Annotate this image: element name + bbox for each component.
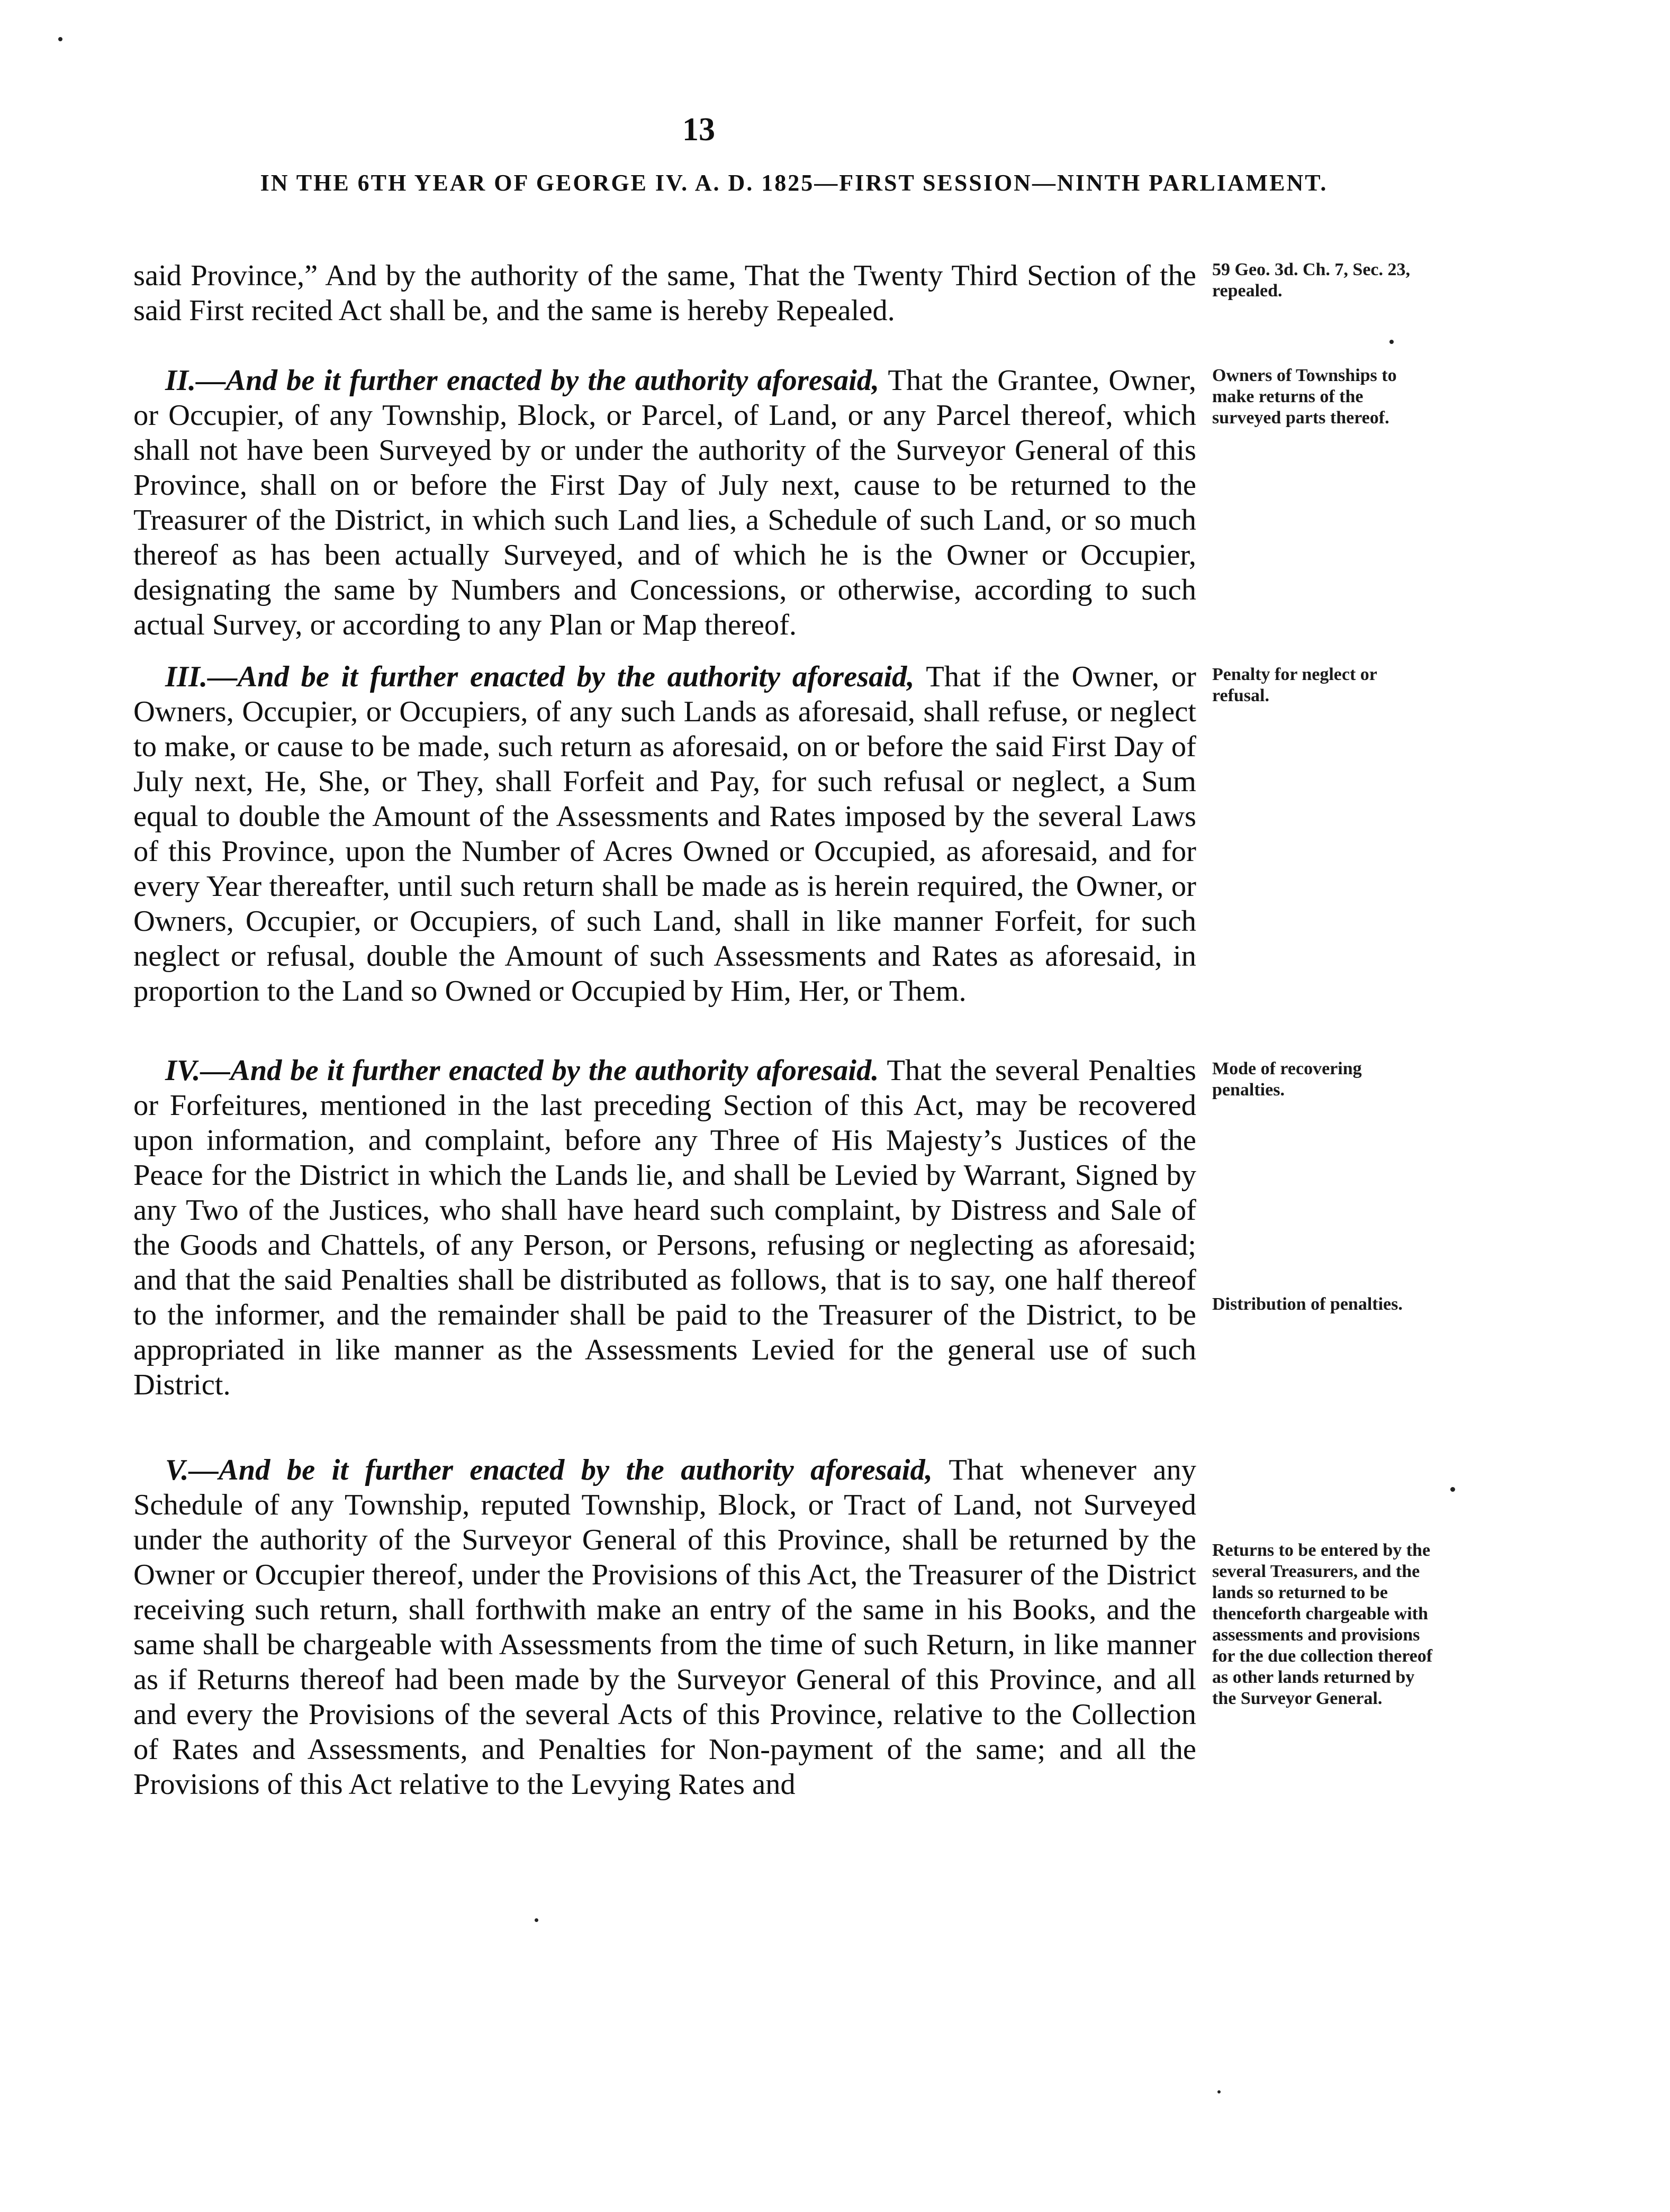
print-speck bbox=[1389, 340, 1394, 344]
print-speck bbox=[1450, 1487, 1455, 1492]
marginal-note-distribution: Distribution of penalties. bbox=[1212, 1294, 1403, 1314]
marginal-note-recovery: Mode of recovering penalties. bbox=[1212, 1059, 1362, 1100]
section-lead: III.—And be it further enacted by the authority aforesaid, bbox=[165, 660, 915, 693]
paragraph-section-3 bbox=[133, 659, 1196, 1009]
paragraph-text: said Province,” And by the authority of the same, That the Twenty Third Section of the said First recited Act shall be, and the same is hereby Repealed. bbox=[133, 259, 1196, 327]
section-lead: IV.—And be it further enacted by the authority aforesaid. bbox=[165, 1054, 879, 1087]
paragraph-section-5 bbox=[133, 1453, 1196, 1802]
paragraph-text: That if the Owner, or Owners, Occupier, or Occupiers, of any such Lands as aforesaid, shall refuse, or neglect to make, or cause to be made, such return as aforesaid, on or before the said First Day of July next, He, She, or They, shall Forfeit and Pay, for such refusal or neglect, a Sum equal to double the Amount of the Assessments and Rates imposed by the several Laws of this Province, upon the Number of Acres Owned or Occupied, as aforesaid, and for every Year thereafter, until such return shall be made as is herein required, the Owner, or Owners, Occupier, or Occupiers, of such Land, shall in like manner Forfeit, for such neglect or refusal, double the Amount of such Assessments and Rates as aforesaid, in proportion to the Land so Owned or Occupied by Him, Her, or Them. bbox=[133, 660, 1196, 1008]
marginal-note-penalty: Penalty for neglect or refusal. bbox=[1212, 665, 1377, 705]
paragraph-text: That the several Penalties or Forfeitures, mentioned in the last preceding Section of this Act, may be recovered upon information, and complaint, before any Three of His Majesty’s Justices of the Peace for the District in which the Lands lie, and shall be Levied by Warrant, Signed by any Two of the Justices, who shall have heard such complaint, by Distress and Sale of the Goods and Chattels, of any Person, or Persons, refusing or neglecting as aforesaid; and that the said Penalties shall be distributed as follows, that is to say, one half thereof to the informer, and the remainder shall be paid to the Treasurer of the District, to be appropriated in like manner as the Assessments Levied for the general use of such District. bbox=[133, 1054, 1197, 1401]
section-4 bbox=[133, 1053, 1196, 1402]
section-3 bbox=[133, 659, 1196, 1009]
print-speck bbox=[1217, 2090, 1221, 2093]
print-speck bbox=[58, 37, 62, 41]
marginal-note-entry: Returns to be entered by the several Treasurers, and the lands so returned to be thenceforth chargeable with assessments and provisions for the due collection thereof as other lands returned by the Surveyor General. bbox=[1212, 1540, 1433, 1708]
section-lead: V.—And be it further enacted by the authority aforesaid, bbox=[165, 1454, 933, 1486]
section-lead: II.—And be it further enacted by the authority aforesaid, bbox=[165, 364, 880, 397]
paragraph-text: That whenever any Schedule of any Township, reputed Township, Block, or Tract of Land, not Surveyed under the authority of the Surveyor General of this Province, shall be returned by the Owner or Occupier thereof, under the Provisions of this Act, the Treasurer of the District receiving such return, shall forthwith make an entry of the same in his Books, and the same shall be chargeable with Assessments from the time of such Return, in like manner as if Returns thereof had been made by the Surveyor General of this Province, and all and every the Provisions of the several Acts of this Province, relative to the Collection of Rates and Assessments, and Penalties for Non-payment of the same; and all the Provisions of this Act relative to the Levying Rates and bbox=[133, 1454, 1196, 1801]
section-2 bbox=[133, 363, 1196, 642]
print-speck bbox=[535, 1918, 538, 1922]
running-head: IN THE 6TH YEAR OF GEORGE IV. A. D. 1825—FIRST SESSION—NINTH PARLIAMENT. bbox=[260, 170, 1328, 196]
section-5 bbox=[133, 1453, 1196, 1802]
section-repeal bbox=[133, 258, 1196, 328]
paragraph-section-4 bbox=[133, 1053, 1196, 1402]
paragraph-repeal bbox=[133, 258, 1196, 328]
page-number: 13 bbox=[682, 112, 715, 148]
marginal-note-repeal: 59 Geo. 3d. Ch. 7, Sec. 23, repealed. bbox=[1212, 260, 1410, 301]
paragraph-section-2 bbox=[133, 363, 1196, 642]
marginal-note-returns: Owners of Townships to make returns of the surveyed parts thereof. bbox=[1212, 366, 1397, 428]
paragraph-text: That the Grantee, Owner, or Occupier, of any Township, Block, or Parcel, of Land, or any Parcel thereof, which shall not have been Surveyed by or under the authority of the Surveyor General of this Province, shall on or before the First Day of July next, cause to be returned to the Treasurer of the District, in which such Land lies, a Schedule of such Land, or so much thereof as has been actually Surveyed, and of which he is the Owner or Occupier, designating the same by Numbers and Concessions, or otherwise, according to such actual Survey, or according to any Plan or Map thereof. bbox=[133, 364, 1196, 641]
